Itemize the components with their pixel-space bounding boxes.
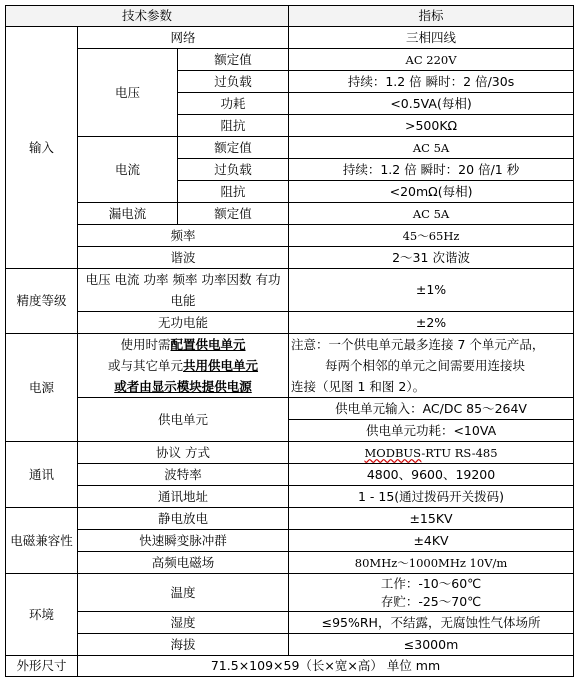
power-desc-line3: 或者由显示模块提供电源 [114, 379, 252, 394]
power-supply-label: 电源 [6, 334, 78, 442]
voltage-impedance-value: >500KΩ [289, 115, 574, 137]
voltage-rated-value: AC 220V [289, 49, 574, 71]
power-desc-line1: 使用时需配置供电单元 [120, 337, 246, 352]
rf-label: 高频电磁场 [78, 552, 289, 574]
row-accuracy-1 [6, 269, 574, 312]
current-rated-label: 额定值 [178, 137, 289, 159]
row-comm-address [6, 486, 574, 508]
dimensions-label: 外形尺寸 [6, 656, 78, 677]
dimensions-value: 71.5×109×59（长×宽×高） 单位 mm [78, 656, 574, 677]
row-dimensions [6, 656, 574, 677]
row-env-temperature [6, 574, 574, 612]
temperature-value [289, 574, 574, 612]
protocol-value-a: MODBUS [364, 445, 422, 460]
current-impedance-label: 阻抗 [178, 181, 289, 203]
note-line2: 每两个相邻的单元之间需要用连接块 [325, 358, 526, 373]
row-emc-eft [6, 530, 574, 552]
altitude-value: ≤3000m [289, 634, 574, 656]
temperature-working: 工作：-10～60℃ [380, 575, 482, 591]
accuracy-row1-value: ±1% [289, 269, 574, 312]
eft-value: ±4KV [289, 530, 574, 552]
row-network [6, 27, 574, 49]
accuracy-row2-value: ±2% [289, 312, 574, 334]
row-comm-baud [6, 464, 574, 486]
row-emc-esd [6, 508, 574, 530]
power-unit-input: 供电单元输入：AC/DC 85～264V [289, 398, 574, 420]
voltage-impedance-label: 阻抗 [178, 115, 289, 137]
protocol-value-b: -RTU RS-485 [421, 445, 498, 460]
emc-label: 电磁兼容性 [6, 508, 78, 574]
current-impedance-value: <20mΩ(每相) [289, 181, 574, 203]
temperature-label: 温度 [78, 574, 289, 612]
note-line3: 连接（见图 1 和图 2）。 [291, 379, 426, 394]
frequency-label: 频率 [78, 225, 289, 247]
power-supply-note [289, 334, 574, 398]
humidity-label: 湿度 [78, 612, 289, 634]
temperature-storage: 存贮：-25～70℃ [380, 593, 482, 609]
rf-value: 80MHz～1000MHz 10V/m [289, 552, 574, 574]
esd-value: ±15KV [289, 508, 574, 530]
header-param: 技术参数 [6, 6, 289, 27]
comm-label: 通讯 [6, 442, 78, 508]
harmonic-value: 2～31 次谐波 [289, 247, 574, 269]
network-label: 网络 [78, 27, 289, 49]
header-row [6, 6, 574, 27]
protocol-value [289, 442, 574, 464]
altitude-label: 海拔 [78, 634, 289, 656]
voltage-power-value: <0.5VA(每相) [289, 93, 574, 115]
power-desc-line2: 或与其它单元共用供电单元 [108, 358, 259, 373]
esd-label: 静电放电 [78, 508, 289, 530]
header-spec: 指标 [289, 6, 574, 27]
row-voltage-rated [6, 49, 574, 71]
current-overload-value: 持续：1.2 倍 瞬时：20 倍/1 秒 [289, 159, 574, 181]
row-current-rated [6, 137, 574, 159]
accuracy-row1-label: 电压 电流 功率 频率 功率因数 有功电能 [78, 269, 289, 312]
row-power-unit-input [6, 398, 574, 420]
row-accuracy-2 [6, 312, 574, 334]
protocol-label: 协议 方式 [78, 442, 289, 464]
baud-label: 波特率 [78, 464, 289, 486]
current-overload-label: 过负载 [178, 159, 289, 181]
current-label: 电流 [78, 137, 178, 203]
voltage-power-label: 功耗 [178, 93, 289, 115]
leakage-label: 漏电流 [78, 203, 178, 225]
leakage-rated-label: 额定值 [178, 203, 289, 225]
input-label: 输入 [6, 27, 78, 269]
voltage-label: 电压 [78, 49, 178, 137]
row-comm-protocol [6, 442, 574, 464]
voltage-overload-value: 持续：1.2 倍 瞬时：2 倍/30s [289, 71, 574, 93]
baud-value: 4800、9600、19200 [289, 464, 574, 486]
note-line1: 注意：一个供电单元最多连接 7 个单元产品， [291, 337, 545, 352]
row-harmonic [6, 247, 574, 269]
row-frequency [6, 225, 574, 247]
environment-label: 环境 [6, 574, 78, 656]
row-env-altitude [6, 634, 574, 656]
leakage-value: AC 5A [289, 203, 574, 225]
harmonic-label: 谐波 [78, 247, 289, 269]
spec-table [5, 5, 574, 677]
voltage-overload-label: 过负载 [178, 71, 289, 93]
current-rated-value: AC 5A [289, 137, 574, 159]
frequency-value: 45～65Hz [289, 225, 574, 247]
row-leakage [6, 203, 574, 225]
accuracy-label: 精度等级 [6, 269, 78, 334]
humidity-value: ≤95%RH，不结露，无腐蚀性气体场所 [289, 612, 574, 634]
row-env-humidity [6, 612, 574, 634]
eft-label: 快速瞬变脉冲群 [78, 530, 289, 552]
power-unit-label: 供电单元 [78, 398, 289, 442]
row-power-desc [6, 334, 574, 398]
power-unit-consumption: 供电单元功耗：<10VA [289, 420, 574, 442]
voltage-rated-label: 额定值 [178, 49, 289, 71]
address-label: 通讯地址 [78, 486, 289, 508]
power-supply-desc [78, 334, 289, 398]
network-value: 三相四线 [289, 27, 574, 49]
row-emc-rf [6, 552, 574, 574]
accuracy-row2-label: 无功电能 [78, 312, 289, 334]
address-value: 1 - 15(通过拨码开关拨码) [289, 486, 574, 508]
